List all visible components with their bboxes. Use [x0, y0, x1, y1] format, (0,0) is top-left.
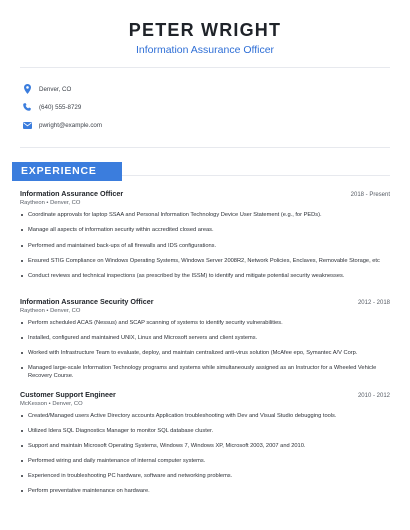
job-entry	[20, 390, 390, 502]
email-text: pwright@example.com	[39, 121, 103, 129]
phone-icon	[20, 101, 34, 113]
contact-location	[20, 83, 71, 95]
job-bullet: Perform scheduled ACAS (Nessus) and SCAP scanning of systems to identify security vulnerabilities.	[20, 319, 390, 327]
experience-section-rule	[122, 175, 390, 176]
contact-divider	[20, 147, 390, 148]
job-bullet: Managed large-scale Information Technology programs and systems while simultaneously assigned as an Instructor for a Wheeled Vehicle Recovery Course.	[20, 364, 390, 380]
phone-text: (640) 555-8729	[39, 103, 82, 111]
job-dates: 2012 - 2018	[357, 300, 390, 306]
job-bullet: Performed wiring and daily maintenance of internal computer systems.	[20, 457, 390, 465]
contact-phone	[20, 101, 81, 113]
experience-section-title: EXPERIENCE	[12, 162, 122, 181]
job-bullet: Perform preventative maintenance on hardware.	[20, 487, 390, 495]
job-company: Raytheon • Denver, CO	[20, 200, 81, 206]
job-bullet: Experienced in troubleshooting PC hardware, software and networking problems.	[20, 472, 390, 480]
contact-email	[20, 119, 102, 131]
resume-header	[0, 0, 410, 57]
job-bullet: Installed, configured and maintained UNIX, Linux and Microsoft servers and client systems.	[20, 334, 390, 342]
candidate-title: Information Assurance Officer	[135, 44, 275, 56]
job-bullet: Worked with Infrastructure Team to evaluate, deploy, and maintain centralized anti-virus solution (McAfee epo, Symantec A/V Corp.	[20, 349, 390, 357]
job-bullet: Support and maintain Microsoft Operating Systems, Windows 7, Windows XP, Microsoft 2003, 2007 and 2010.	[20, 442, 390, 450]
location-text: Denver, CO	[39, 85, 72, 93]
mail-icon	[20, 119, 34, 131]
job-title: Customer Support Engineer	[20, 390, 116, 399]
job-bullets	[20, 319, 390, 380]
job-bullet: Conduct reviews and technical inspections (as prescribed by the ISSM) to identify and mitigate potential security weaknesses.	[20, 272, 390, 280]
location-pin-icon	[20, 83, 34, 95]
job-title: Information Assurance Security Officer	[20, 297, 154, 306]
job-entry	[20, 189, 390, 287]
job-bullets	[20, 211, 390, 280]
candidate-name: PETER WRIGHT	[128, 20, 282, 40]
job-entry	[20, 297, 390, 387]
job-bullet: Created/Managed users Active Directory accounts Application troubleshooting with Dev and Visual Studio debugging tools.	[20, 412, 390, 420]
job-bullet: Coordinate approvals for laptop SSAA and Personal Information Technology Device User Statement (e.g., for PEDs).	[20, 211, 390, 219]
job-bullets	[20, 412, 390, 495]
job-bullet: Utilized Idera SQL Diagnostics Manager to monitor SQL database cluster.	[20, 427, 390, 435]
job-company: McKesson • Denver, CO	[20, 401, 83, 407]
job-bullet: Performed and maintained back-ups of all firewalls and IDS configurations.	[20, 242, 390, 250]
job-company: Raytheon • Denver, CO	[20, 308, 81, 314]
job-dates: 2010 - 2012	[357, 393, 390, 399]
header-divider	[20, 67, 390, 68]
job-dates: 2018 - Present	[350, 192, 390, 198]
job-bullet: Ensured STIG Compliance on Windows Operating Systems, Windows Server 2008R2, Network Policies, Enclaves, Removable Storage, etc	[20, 257, 390, 265]
job-bullet: Manage all aspects of information security within accredited closed areas.	[20, 226, 390, 234]
job-title: Information Assurance Officer	[20, 189, 124, 198]
